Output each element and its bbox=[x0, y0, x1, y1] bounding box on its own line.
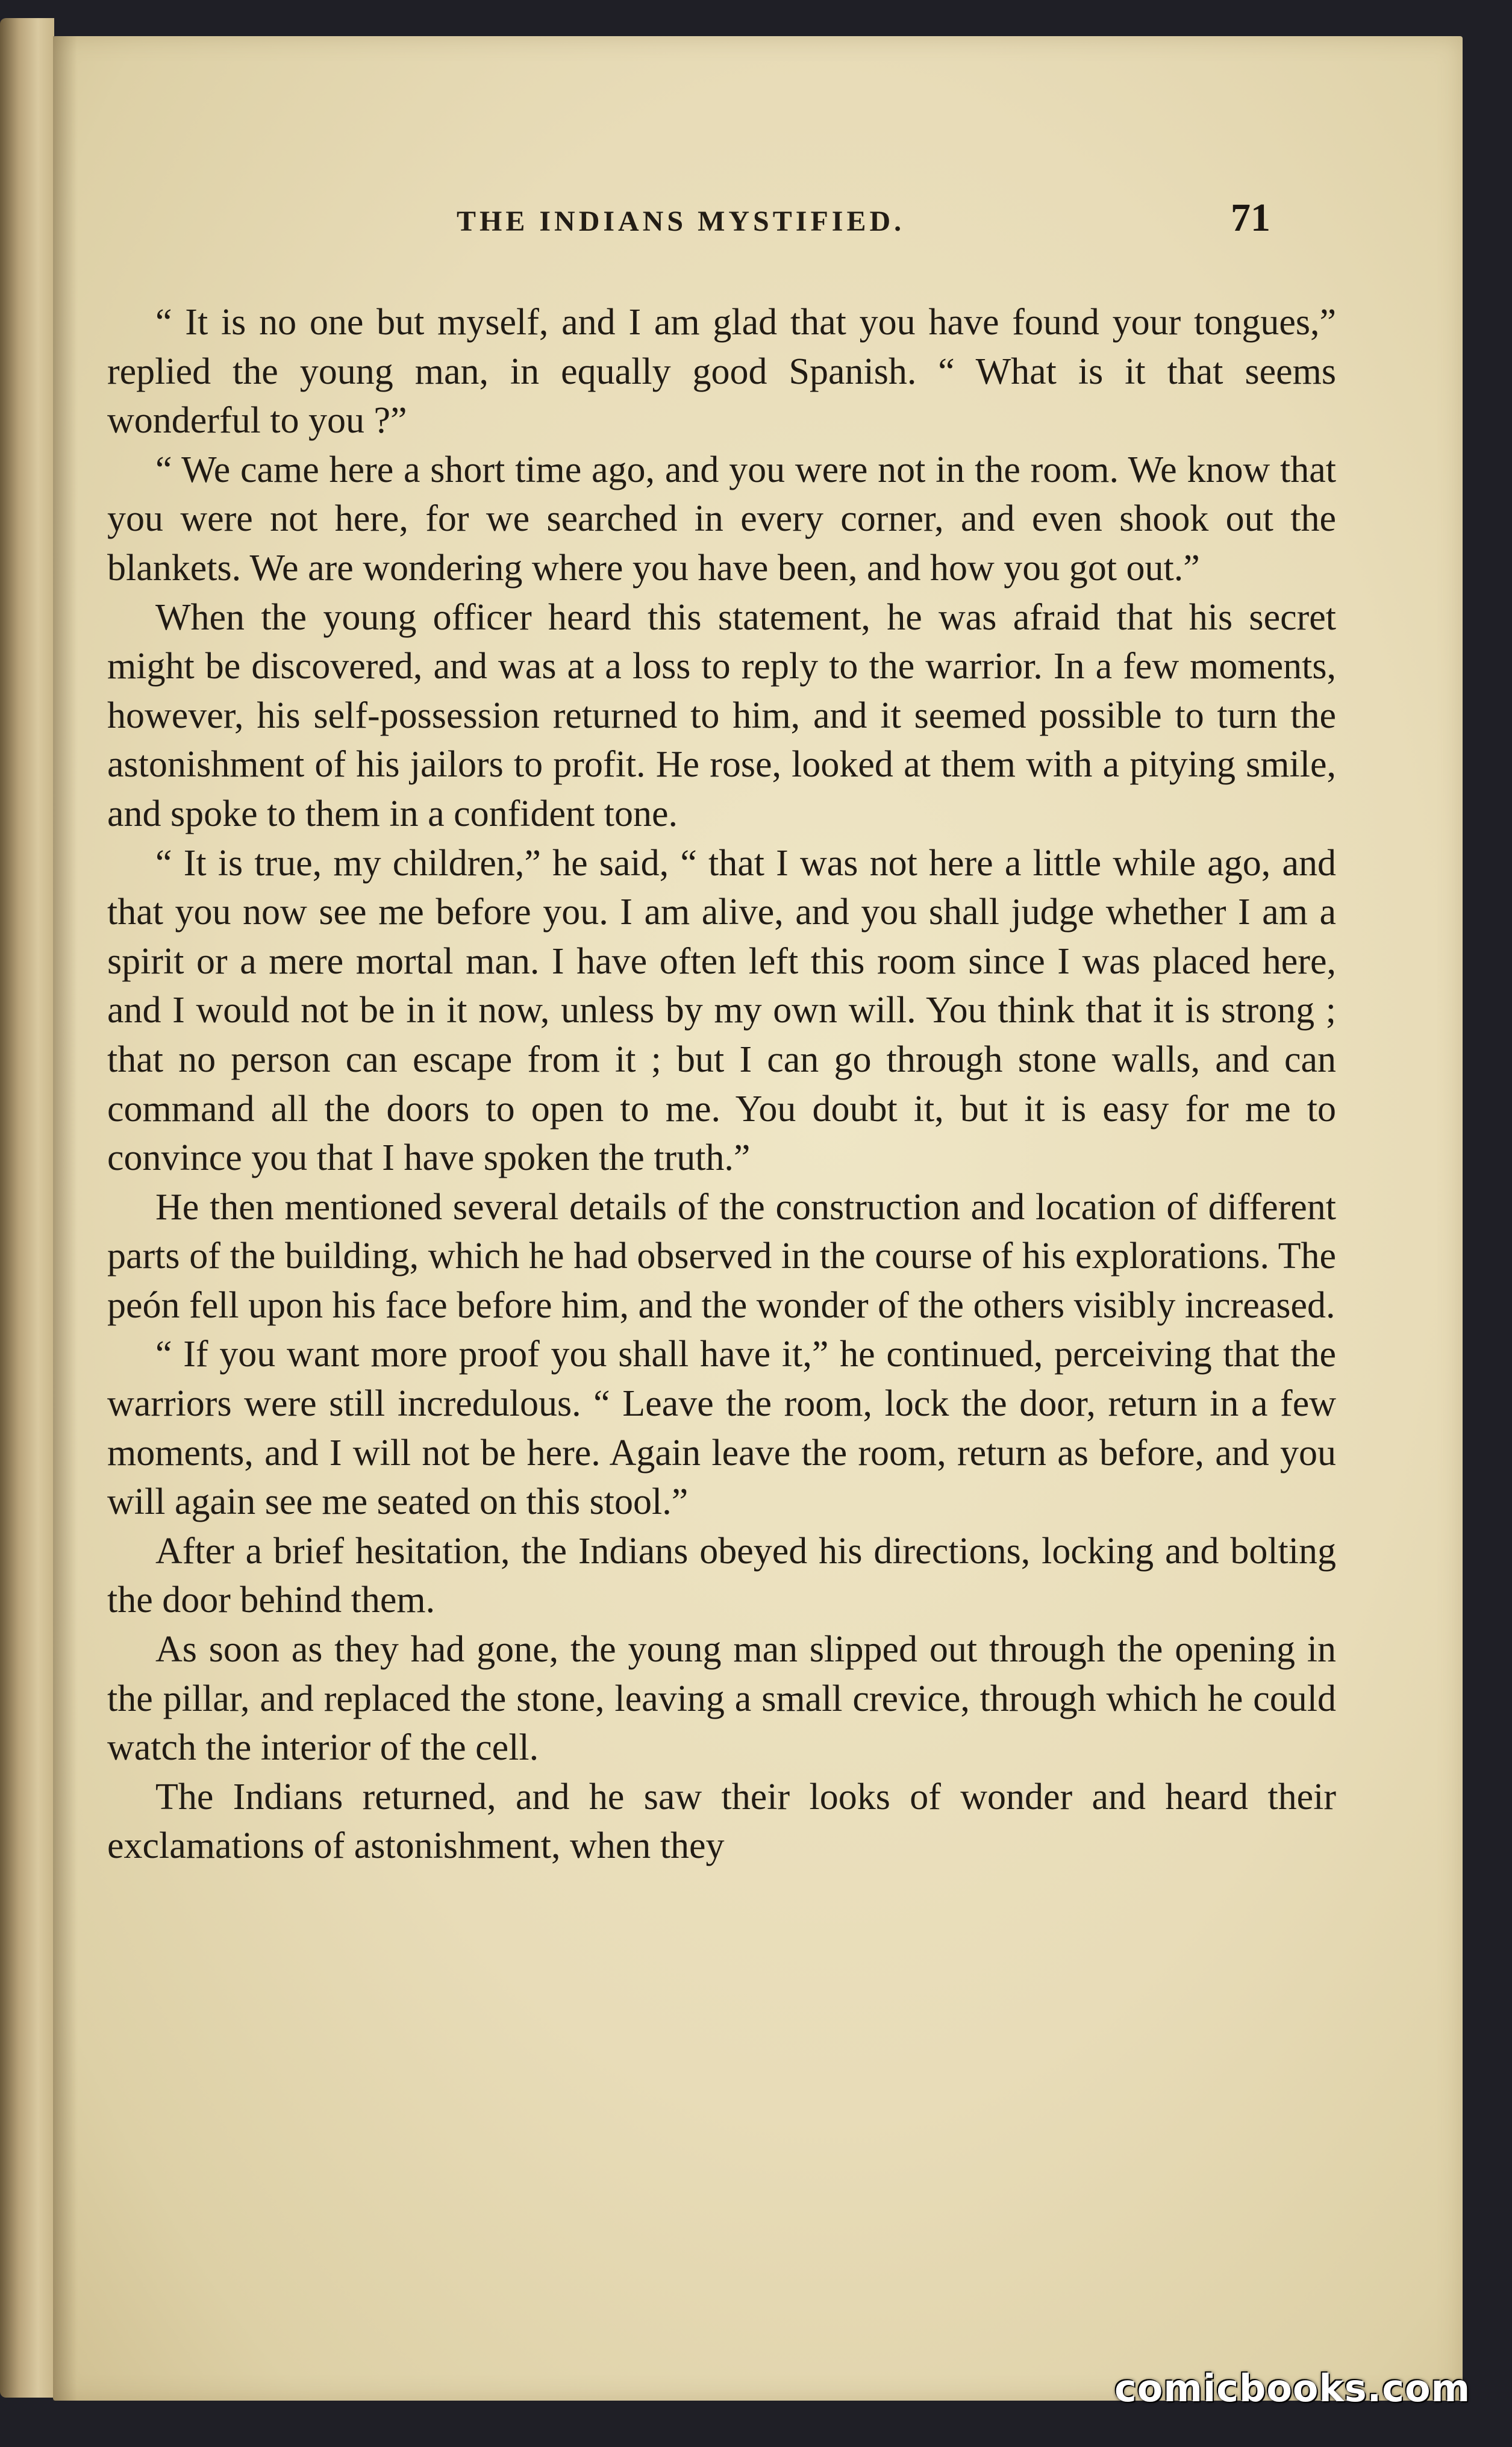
paragraph: The Indians returned, and he saw their looks of wonder and heard their exclamations of astonishment, when they bbox=[107, 1776, 1336, 1867]
running-head bbox=[53, 196, 1463, 247]
book-edge bbox=[0, 18, 54, 2398]
paragraph: After a brief hesitation, the Indians obeyed his directions, locking and bolting the door behind them. bbox=[107, 1530, 1336, 1621]
site-watermark: comicbooks.com bbox=[1114, 2366, 1471, 2410]
paragraph: “ It is true, my children,” he said, “ that I was not here a little while ago, and that you now see me before you. I am alive, and you shall judge whether I am a spirit or a mere mortal man. I have often left this room since I was placed here, and I would not be in it now, unless by my own will. You think that it is strong ; that no person can escape from it ; but I can go through stone walls, and can command all the doors to open to me. You doubt it, but it is easy for me to convince you that I have spoken the truth.” bbox=[107, 842, 1336, 1179]
paragraph: “ If you want more proof you shall have it,” he continued, perceiving that the warriors were still incredulous. “ Leave the room, lock the door, return in a few moments, and I will not be here. Again leave the room, return as before, and you will again see me seated on this stool.” bbox=[107, 1334, 1336, 1523]
paragraph: He then mentioned several details of the construction and location of different parts of the building, which he had observed in the course of his explorations. The peón fell upon his face before him, and the wonder of the others visibly increased. bbox=[107, 1186, 1336, 1326]
page-number: 71 bbox=[1231, 196, 1270, 240]
paragraph: “ We came here a short time ago, and you were not in the room. We know that you were not here, for we searched in every corner, and even shook out the blankets. We are wondering where you have been, and how you got out.” bbox=[107, 449, 1336, 589]
book-page bbox=[53, 36, 1463, 2401]
paragraph: “ It is no one but myself, and I am glad that you have found your tongues,” replied the young man, in equally good Spanish. “ What is it that seems wonderful to you ?” bbox=[107, 302, 1336, 442]
running-title: THE INDIANS MYSTIFIED. bbox=[457, 205, 905, 237]
paragraph: As soon as they had gone, the young man slipped out through the opening in the pillar, and replaced the stone, leaving a small crevice, through which he could watch the interior of the cell. bbox=[107, 1629, 1336, 1769]
gutter-shadow bbox=[53, 36, 77, 2401]
paragraph: When the young officer heard this statement, he was afraid that his secret might be discovered, and was at a loss to reply to the warrior. In a few moments, however, his self-possession returned to him, and it seemed possible to turn the astonishment of his jailors to profit. He rose, looked at them with a pitying smile, and spoke to them in a confident tone. bbox=[107, 596, 1336, 834]
body-text bbox=[107, 298, 1336, 1871]
